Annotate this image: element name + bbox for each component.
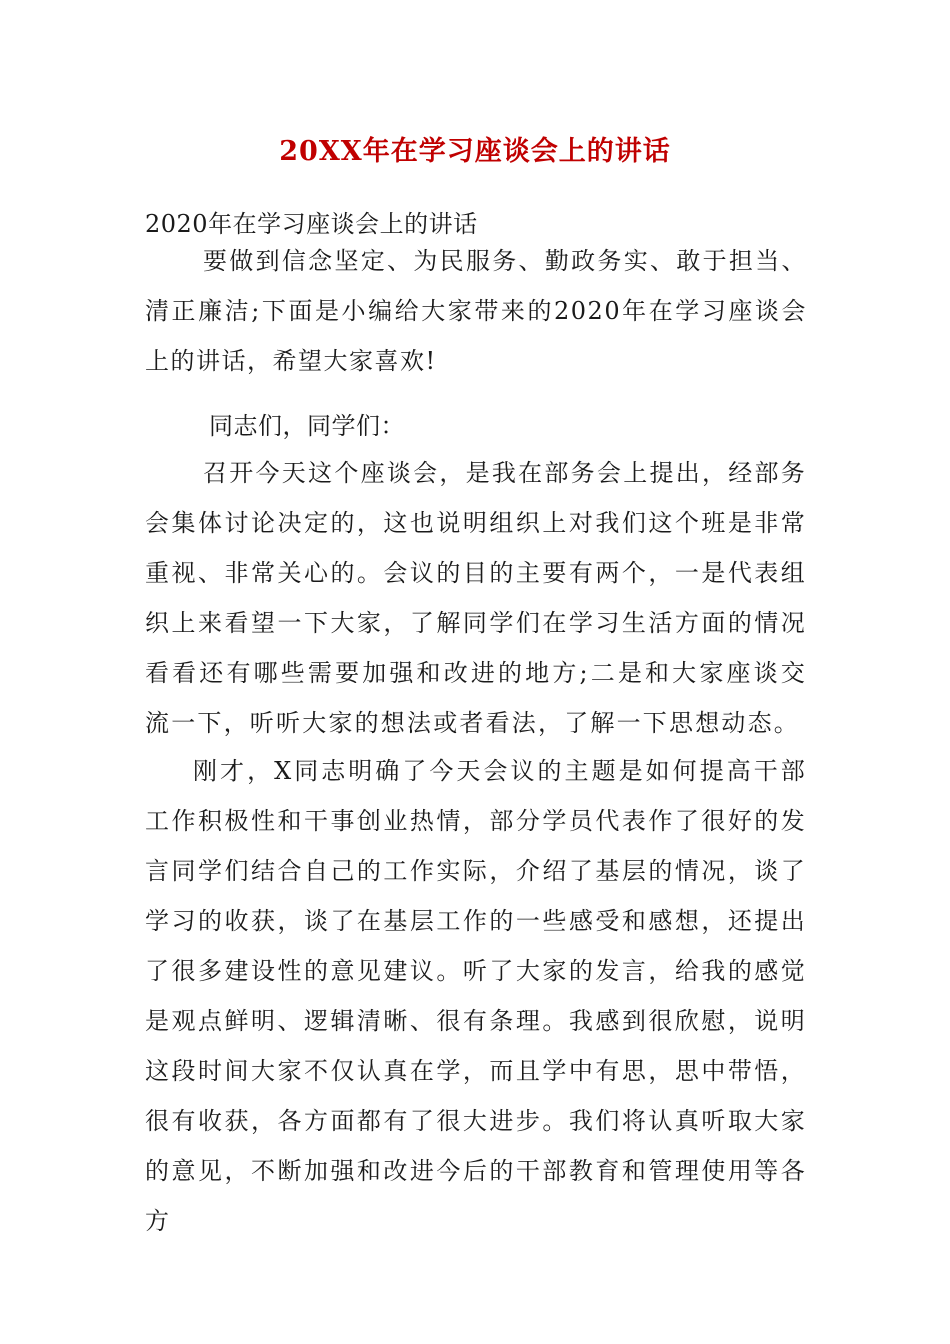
document-subtitle: 2020年在学习座谈会上的讲话: [145, 210, 478, 238]
document-title: 20XX年在学习座谈会上的讲话: [279, 136, 671, 167]
body-paragraph-1: 召开今天这个座谈会，是我在部务会上提出，经部务会集体讨论决定的，这也说明组织上对我们这个班是非常重视、非常关心的。会议的目的主要有两个，一是代表组织上来看望一下大家，了解同学们在学习生活方面的情况看看还有哪些需要加强和改进的地方;二是和大家座谈交流一下，听听大家的想法或者看法，了解一下思想动态。: [145, 459, 807, 737]
salutation: 同志们，同学们：: [209, 412, 405, 440]
intro-paragraph: 要做到信念坚定、为民服务、勤政务实、敢于担当、清正廉洁;下面是小编给大家带来的2020年在学习座谈会上的讲话，希望大家喜欢!: [145, 247, 807, 375]
body-paragraph-2: 刚才，X同志明确了今天会议的主题是如何提高干部工作积极性和干事创业热情，部分学员代表作了很好的发言同学们结合自己的工作实际，介绍了基层的情况，谈了学习的收获，谈了在基层工作的一些感受和感想，还提出了很多建设性的意见建议。听了大家的发言，给我的感觉是观点鲜明、逻辑清晰、很有条理。我感到很欣慰，说明这段时间大家不仅认真在学，而且学中有思，思中带悟，很有收获，各方面都有了很大进步。我们将认真听取大家的意见，不断加强和改进今后的干部教育和管理使用等各方: [145, 757, 807, 1235]
